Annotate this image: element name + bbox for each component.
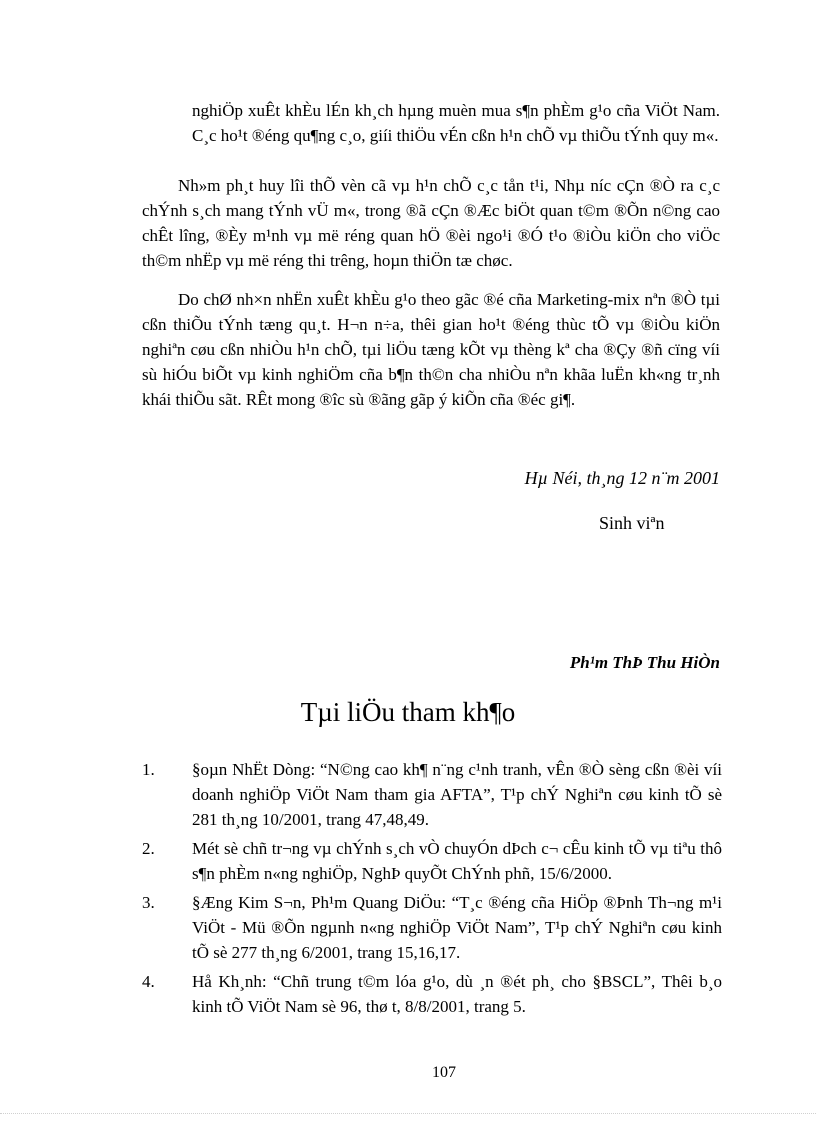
reference-text: Hå Kh¸nh: “Chñ trung t©m lóa g¹o, dù ¸n ®ét ph¸ cho §BSCL”, Thêi b¸o kinh tÕ ViÖt Nam sè 96, thø t, 8/8/2001, trang 5. [192,972,722,1016]
body-paragraph-3-text: Do chØ nh×n nhËn xuÊt khÈu g¹o theo gãc ®é cña Marketing-mix nªn ®Ò tµi cßn thiÕu tÝnh tæng qu¸t. H¬n n÷a, thêi gian ho¹t ®éng thùc tÕ vµ ®iÒu kiÖn nghiªn cøu cßn nhiÒu h¹n chÕ, tµi liÖu tæng kÕt vµ thèng kª cha ®Çy ®ñ cïng víi sù hiÓu biÕt vµ kinh nghiÖm cña b¶n th©n cha nhiÒu nªn khãa luËn kh«ng tr¸nh khái thiÕu sãt. RÊt mong ®îc sù ®ãng gãp ý kiÕn cña ®éc gi¶. [142,290,720,409]
references-heading: Tµi liÖu tham kh¶o [300,697,516,727]
reference-text: §Æng Kim S¬n, Ph¹m Quang DiÖu: “T¸c ®éng cña HiÖp ®Þnh Th¬ng m¹i ViÖt - Mü ®Õn ngµnh n«ng nghiÖp ViÖt Nam”, T¹p chÝ Nghiªn cøu kinh tÕ sè 277 th¸ng 6/2001, trang 15,16,17. [192,893,722,962]
body-paragraph-3 [142,287,720,412]
reference-number: 3. [142,893,155,912]
reference-number: 4. [142,972,155,991]
reference-item [142,969,722,1019]
closing-date: Hµ Néi, th¸ng 12 n¨m 2001 [524,468,720,488]
reference-item [142,757,722,832]
reference-item [142,890,722,965]
footer-divider [0,1113,816,1114]
page-number: 107 [432,1064,456,1081]
author-name: Ph¹m ThÞ Thu HiÒn [569,653,720,672]
reference-item [142,836,722,886]
reference-text: §oµn NhËt Dòng: “N©ng cao kh¶ n¨ng c¹nh tranh, vÊn ®Ò sèng cßn ®èi víi doanh nghiÖp ViÖt Nam tham gia AFTA”, T¹p chÝ Nghiªn cøu kinh tÕ sè 281 th¸ng 10/2001, trang 47,48,49. [192,760,722,829]
body-paragraph-1: nghiÖp xuÊt khÈu lÉn kh¸ch hµng muèn mua s¶n phÈm g¹o cña ViÖt Nam. C¸c ho¹t ®éng qu¶ng c¸o, giíi thiÖu vÉn cßn h¹n chÕ vµ thiÕu tÝnh quy m«. [192,101,720,145]
reference-text: Mét sè chñ tr¬ng vµ chÝnh s¸ch vÒ chuyÓn dÞch c¬ cÊu kinh tÕ vµ tiªu thô s¶n phÈm n«ng nghiÖp, NghÞ quyÕt ChÝnh phñ, 15/6/2000. [192,839,722,883]
references-list [142,757,722,1023]
body-paragraph-2 [142,173,720,273]
signer-role: Sinh viªn [599,513,665,533]
reference-number: 2. [142,839,155,858]
body-paragraph-2-text: Nh»m ph¸t huy lîi thÕ vèn cã vµ h¹n chÕ c¸c tån t¹i, Nhµ níc cÇn ®Ò ra c¸c chÝnh s¸ch mang tÝnh vÜ m«, trong ®ã cÇn ®Æc biÖt quan t©m ®Õn n©ng cao chÊt lîng, ®Èy m¹nh vµ më réng quan hÖ ®èi ngo¹i ®Ó t¹o ®iÒu kiÖn cho viÖc th©m nhËp vµ më réng thi trêng, hoµn thiÖn tæ chøc. [142,176,720,270]
reference-number: 1. [142,760,155,779]
